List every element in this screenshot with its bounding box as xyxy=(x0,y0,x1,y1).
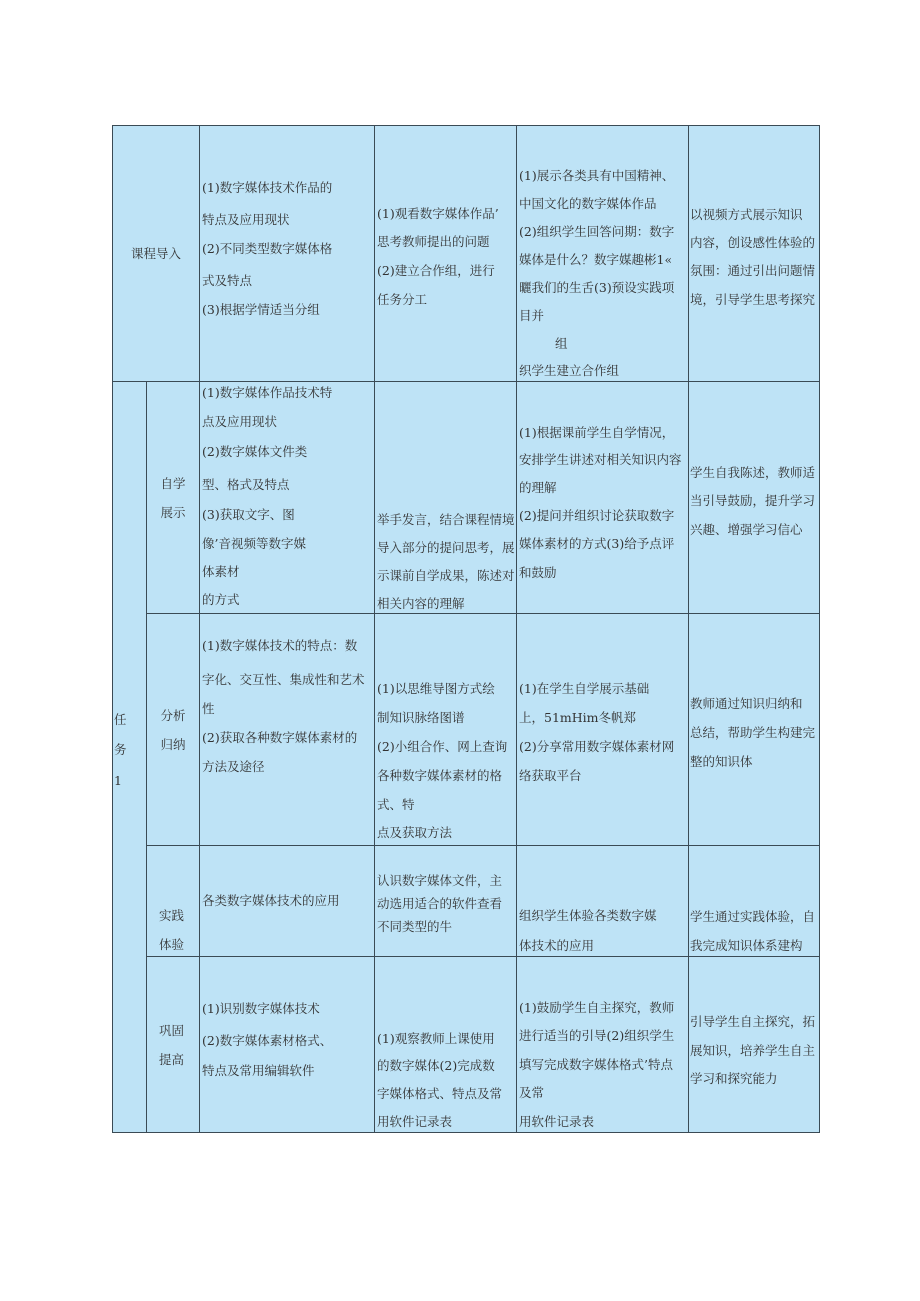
task-char: 1 xyxy=(114,773,122,788)
content-line: 字化、交互性、集成性和艺术 xyxy=(202,672,365,687)
teacher-line: 体技术的应用 xyxy=(519,938,595,953)
student-line: 式、特 xyxy=(377,797,415,812)
teacher-cell xyxy=(516,956,689,1133)
sub-stage-label: 自学 xyxy=(160,475,186,491)
intent-line: 当引导鼓励，提升学习 xyxy=(690,493,816,508)
teacher-line: 目并 xyxy=(519,308,545,323)
content-cell xyxy=(199,381,375,614)
student-line: (1)以思维导图方式绘 xyxy=(377,681,495,696)
stage-label: 课程导入 xyxy=(130,246,181,261)
content-line: (1)数字媒体技术的特点：数 xyxy=(202,638,358,653)
student-line: (1)观察教师上课使用 xyxy=(377,1031,495,1046)
teacher-line: 络获取平台 xyxy=(519,768,582,783)
sub-stage-cell xyxy=(146,845,200,957)
teacher-line: 曬我们的生舌(3)预设实践项 xyxy=(519,280,675,295)
teacher-line: 上，51mHim冬帆郑 xyxy=(519,710,637,725)
teacher-line: (1)根据课前学生自学情况， xyxy=(519,425,675,440)
teacher-line: (2)提问并组织讨论获取数字 xyxy=(519,508,675,523)
intent-cell xyxy=(688,125,820,382)
intent-cell xyxy=(688,845,820,957)
intent-line: 学习和探究能力 xyxy=(690,1071,778,1086)
teacher-line: 组 xyxy=(555,336,568,351)
student-line: (1)观看数字媒体作品’ xyxy=(377,206,499,221)
teacher-line: 中国文化的数字媒体作品 xyxy=(519,196,657,211)
student-line: (2)建立合作组，进行 xyxy=(377,263,495,278)
content-line: (3)根据学情适当分组 xyxy=(202,302,320,317)
intent-cell xyxy=(688,956,820,1133)
content-line: (2)数字媒体素材格式、 xyxy=(202,1033,333,1048)
stage-cell xyxy=(112,125,200,382)
content-line: (1)识别数字媒体技术 xyxy=(202,1001,320,1016)
teacher-line: (1)展示各类具有中国精神、 xyxy=(519,168,675,183)
teacher-line: 安排学生讲述对相关知识内容 xyxy=(519,452,682,467)
intent-line: 氛围：通过引出问题情 xyxy=(690,263,816,278)
teacher-line: (2)组织学生回答问期：数字 xyxy=(519,224,675,239)
intent-line: 展知识，培养学生自主 xyxy=(690,1043,816,1058)
intent-line: 学生通过实践体验，自 xyxy=(690,909,816,924)
task-char: 任 xyxy=(114,712,127,727)
intent-line: 整的知识体 xyxy=(690,754,753,769)
student-line: 导入部分的提问思考，展 xyxy=(377,540,515,555)
content-line: 各类数字媒体技术的应用 xyxy=(202,893,340,908)
content-cell xyxy=(199,956,375,1133)
student-line: 示课前自学成果，陈述对 xyxy=(377,568,515,583)
content-line: 体素材 xyxy=(202,564,240,579)
student-line: 字媒体格式、特点及常 xyxy=(377,1086,503,1101)
teacher-line: 媒体是什么？数字媒趣彬1« xyxy=(519,252,673,267)
intent-line: 学生自我陈述，教师适 xyxy=(690,465,816,480)
teacher-cell xyxy=(516,125,689,382)
teacher-cell xyxy=(516,381,689,614)
teacher-line: 的理解 xyxy=(519,480,557,495)
student-cell xyxy=(374,956,517,1133)
intent-line: 教师通过知识归纳和 xyxy=(690,696,803,711)
student-line: 各种数字媒体素材的格 xyxy=(377,768,503,783)
teacher-line: 进行适当的引导(2)组织学生 xyxy=(519,1028,675,1043)
student-line: 用软件记录表 xyxy=(377,1114,453,1129)
sub-stage-label: 展示 xyxy=(160,504,186,520)
teacher-line: 织学生建立合作组 xyxy=(519,363,620,378)
student-line: 举手发言，结合课程情境 xyxy=(377,512,515,527)
content-line: (1)数字媒体作品技术特 xyxy=(202,385,333,400)
content-line: 方法及途径 xyxy=(202,759,265,774)
intent-line: 我完成知识体系建构 xyxy=(690,938,803,953)
teacher-line: 用软件记录表 xyxy=(519,1114,595,1129)
intent-line: 总结，帮助学生构建完 xyxy=(690,725,816,740)
student-line: 的数字媒体(2)完成数 xyxy=(377,1058,495,1073)
content-cell xyxy=(199,613,375,846)
sub-stage-cell xyxy=(146,956,200,1133)
content-line: (2)数字媒体文件类 xyxy=(202,444,308,459)
content-line: (2)获取各种数字媒体素材的 xyxy=(202,730,358,745)
intent-line: 以视频方式展示知识 xyxy=(690,207,803,222)
task-char: 务 xyxy=(114,742,127,757)
teacher-line: 和鼓励 xyxy=(519,565,557,580)
teacher-line: 媒体素材的方式(3)给予点评 xyxy=(519,536,675,551)
content-line: 特点及应用现状 xyxy=(202,212,290,227)
student-cell xyxy=(374,613,517,846)
sub-stage-label: 体验 xyxy=(159,937,185,952)
content-line: 的方式 xyxy=(202,592,240,607)
student-line: 不同类型的牛 xyxy=(377,919,453,934)
content-line: 点及应用现状 xyxy=(202,414,278,429)
teacher-cell xyxy=(516,613,689,846)
intent-cell xyxy=(688,613,820,846)
teacher-line: 填写完成数字媒体格式’特点 xyxy=(519,1057,673,1072)
intent-cell xyxy=(688,381,820,614)
content-line: 性 xyxy=(202,701,215,716)
sub-stage-label: 提高 xyxy=(159,1052,185,1067)
task-cell xyxy=(112,381,147,1133)
student-line: (2)小组合作、网上查询 xyxy=(377,739,508,754)
teacher-line: (2)分享常用数字媒体素材网 xyxy=(519,739,675,754)
content-line: (2)不同类型数字媒体格 xyxy=(202,241,333,256)
student-line: 点及获取方法 xyxy=(377,825,453,840)
student-cell xyxy=(374,845,517,957)
teacher-line: 组织学生体验各类数字媒 xyxy=(519,908,657,923)
teacher-line: (1)在学生自学展示基础 xyxy=(519,681,650,696)
sub-stage-cell xyxy=(146,381,200,614)
student-cell xyxy=(374,381,517,614)
content-cell xyxy=(199,125,375,382)
student-line: 相关内容的理解 xyxy=(377,596,465,611)
sub-stage-label: 归纳 xyxy=(160,736,186,752)
intent-line: 兴趣、增强学习信心 xyxy=(690,522,803,537)
intent-line: 境，引导学生思考探究 xyxy=(690,292,816,307)
teacher-line: 及常 xyxy=(519,1085,545,1100)
sub-stage-label: 实践 xyxy=(159,908,185,923)
student-line: 认识数字媒体文件，主 xyxy=(377,873,503,888)
sub-stage-label: 分析 xyxy=(160,707,186,723)
content-line: 型、格式及特点 xyxy=(202,477,290,492)
content-line: 像’音视频等数字媒 xyxy=(202,536,306,551)
student-line: 思考教师提出的问题 xyxy=(377,234,490,249)
content-line: 特点及常用编辑软件 xyxy=(202,1063,315,1078)
content-cell xyxy=(199,845,375,957)
sub-stage-cell xyxy=(146,613,200,846)
content-line: 式及特点 xyxy=(202,273,253,288)
intent-line: 内容，创设感性体验的 xyxy=(690,235,816,250)
content-line: (1)数字媒体技术作品的 xyxy=(202,180,333,195)
student-line: 任务分工 xyxy=(377,292,428,307)
teacher-cell xyxy=(516,845,689,957)
sub-stage-label: 巩固 xyxy=(159,1023,185,1038)
intent-line: 引导学生自主探究，拓 xyxy=(690,1014,816,1029)
student-cell xyxy=(374,125,517,382)
teacher-line: (1)鼓励学生自主探究，教师 xyxy=(519,1000,675,1015)
student-line: 动选用适合的软件查看 xyxy=(377,896,503,911)
content-line: (3)获取文字、图 xyxy=(202,507,295,522)
student-line: 制知识脉络图谱 xyxy=(377,710,465,725)
